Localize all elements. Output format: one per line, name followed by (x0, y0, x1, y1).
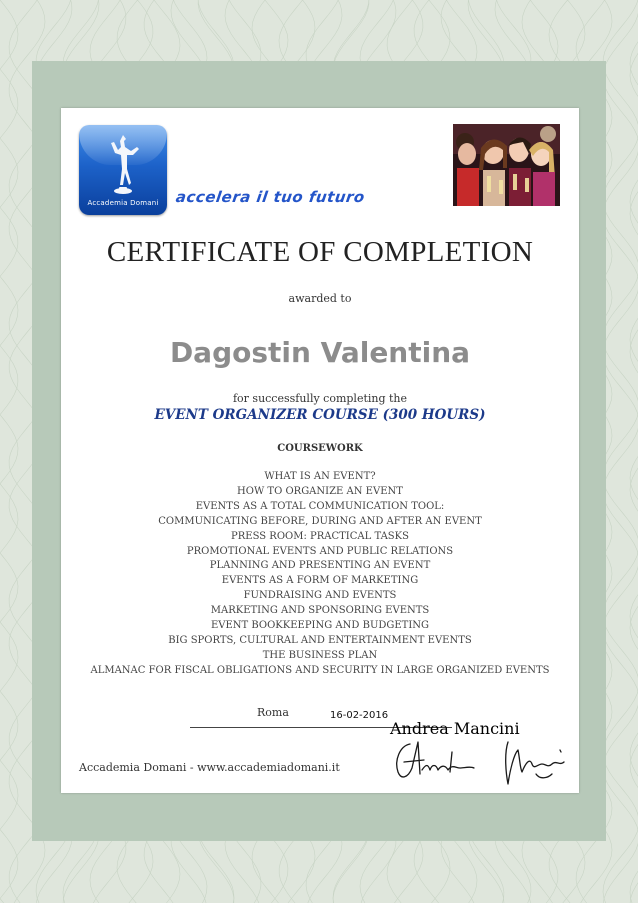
certificate-title: CERTIFICATE OF COMPLETION (106, 236, 534, 268)
logo-label: Accademia Domani (87, 199, 159, 207)
coursework-item: EVENTS AS A TOTAL COMMUNICATION TOOL: (195, 500, 445, 512)
guilloche-wave (0, 0, 18, 903)
academy-slogan: accelera il tuo futuro (174, 188, 367, 206)
coursework-item: WHAT IS AN EVENT? (264, 471, 376, 482)
academy-logo (79, 125, 167, 215)
coursework-item: COMMUNICATING BEFORE, DURING AND AFTER AN EVENT (158, 515, 482, 527)
guilloche-wave (603, 0, 638, 903)
coursework-item: EVENTS AS A FORM OF MARKETING (221, 575, 419, 587)
course-title: EVENT ORGANIZER COURSE (300 HOURS) (154, 407, 486, 423)
issue-place: Roma (257, 706, 289, 719)
guilloche-wave (603, 0, 638, 903)
photo-illustration (453, 124, 560, 206)
institution-footer: Accademia Domani - www.accademiadomani.it (79, 761, 340, 774)
signature-text: Andrea Mancini (390, 719, 520, 738)
coursework-item: MARKETING AND SPONSORING EVENTS (210, 605, 430, 617)
coursework-item: ALMANAC FOR FISCAL OBLIGATIONS AND SECURITY IN LARGE ORGANIZED EVENTS (90, 664, 550, 676)
coursework-item: PROMOTIONAL EVENTS AND PUBLIC RELATIONS (186, 545, 454, 557)
recipient-name: Dagostin Valentina (169, 336, 471, 369)
coursework-item: PRESS ROOM: PRACTICAL TASKS (231, 530, 409, 542)
awarded-to-label: awarded to (288, 292, 352, 305)
people-celebrating-photo (453, 124, 560, 206)
coursework-item: THE BUSINESS PLAN (262, 649, 378, 661)
coursework-item: HOW TO ORGANIZE AN EVENT (237, 485, 403, 497)
coursework-item: EVENT BOOKKEEPING AND BUDGETING (210, 620, 430, 632)
guilloche-wave (0, 0, 18, 903)
coursework-heading: COURSEWORK (277, 443, 363, 454)
handwritten-signature (390, 719, 578, 796)
completion-statement: for successfully completing the (232, 392, 408, 405)
coursework-item: PLANNING AND PRESENTING AN EVENT (209, 560, 431, 572)
coursework-item: FUNDRAISING AND EVENTS (243, 590, 397, 602)
coursework-list (61, 470, 579, 679)
issue-date: 16-02-2016 (330, 710, 389, 721)
coursework-item: BIG SPORTS, CULTURAL AND ENTERTAINMENT EVENTS (168, 634, 472, 646)
